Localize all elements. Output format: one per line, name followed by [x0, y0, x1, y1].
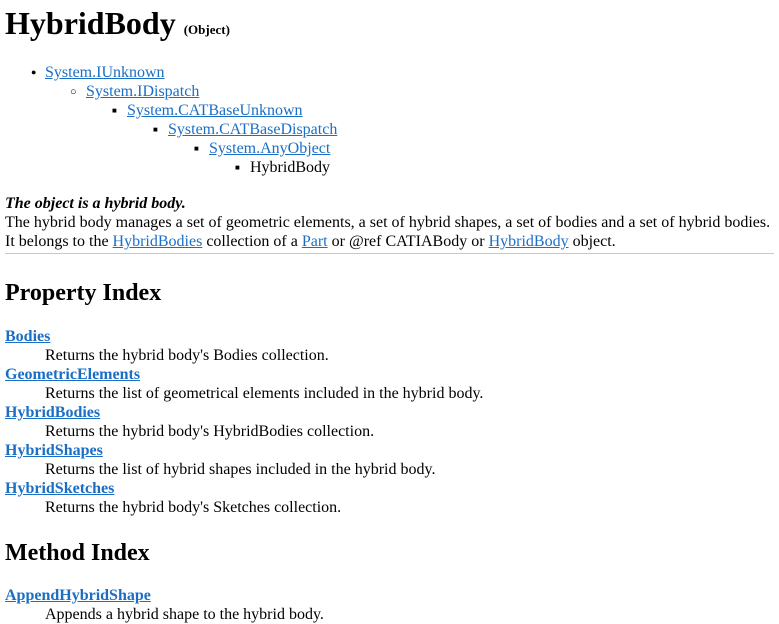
tree-current-item: HybridBody — [250, 159, 330, 176]
tree-item — [5, 82, 774, 101]
section-divider — [5, 253, 774, 254]
property-description: Returns the list of hybrid shapes included in the hybrid body. — [45, 461, 436, 478]
square-bullet-icon — [194, 139, 199, 160]
description-line-1: The hybrid body manages a set of geometric elements, a set of hybrid shapes, a set of bodies and a set of hybrid bodies. — [5, 214, 771, 231]
tree-item — [5, 63, 774, 82]
tree-link-catbaseunknown[interactable]: System.CATBaseUnknown — [127, 102, 303, 119]
description-text: or @ref CATIABody or — [327, 233, 489, 250]
disc-bullet-icon — [31, 63, 36, 84]
object-description — [5, 194, 774, 251]
property-list — [5, 327, 774, 517]
property-item — [5, 441, 774, 460]
property-description: Returns the hybrid body's Sketches collection. — [45, 499, 342, 516]
description-heading: The object is a hybrid body. — [5, 195, 186, 212]
description-line-2 — [5, 232, 774, 251]
description-text: object. — [568, 233, 616, 250]
property-index-heading: Property Index — [5, 280, 162, 306]
tree-item — [5, 101, 774, 120]
title-subtitle: (Object) — [183, 22, 230, 37]
property-description: Returns the list of geometrical elements included in the hybrid body. — [45, 385, 484, 402]
tree-link-anyobject[interactable]: System.AnyObject — [209, 140, 331, 157]
circle-bullet-icon — [70, 82, 77, 103]
description-text: collection of a — [202, 233, 302, 250]
hybridbodies-link[interactable]: HybridBodies — [112, 233, 203, 250]
tree-link-catbasedispatch[interactable]: System.CATBaseDispatch — [168, 121, 338, 138]
method-index-heading: Method Index — [5, 540, 150, 566]
property-link-geometricelements[interactable]: GeometricElements — [5, 366, 141, 383]
square-bullet-icon — [153, 120, 158, 141]
square-bullet-icon — [235, 158, 240, 179]
method-list — [5, 586, 774, 624]
property-description: Returns the hybrid body's Bodies collection. — [45, 347, 329, 364]
property-item — [5, 403, 774, 422]
description-text: It belongs to the — [5, 233, 113, 250]
property-item — [5, 365, 774, 384]
inheritance-tree — [5, 63, 774, 177]
tree-item — [5, 158, 774, 177]
part-link[interactable]: Part — [301, 233, 328, 250]
tree-link-idispatch[interactable]: System.IDispatch — [86, 83, 200, 100]
hybridbody-link[interactable]: HybridBody — [488, 233, 569, 250]
property-item — [5, 327, 774, 346]
tree-item — [5, 139, 774, 158]
method-link-appendhybridshape[interactable]: AppendHybridShape — [5, 587, 151, 604]
property-link-hybridshapes[interactable]: HybridShapes — [5, 442, 103, 459]
method-description: Appends a hybrid shape to the hybrid body. — [45, 606, 324, 623]
property-item — [5, 479, 774, 498]
square-bullet-icon — [112, 101, 117, 122]
property-link-hybridsketches[interactable]: HybridSketches — [5, 480, 115, 497]
tree-link-iunknown[interactable]: System.IUnknown — [45, 64, 165, 81]
method-item — [5, 586, 774, 605]
property-description: Returns the hybrid body's HybridBodies collection. — [45, 423, 375, 440]
page-title — [5, 0, 774, 49]
title-text: HybridBody — [5, 5, 176, 41]
property-link-hybridbodies[interactable]: HybridBodies — [5, 404, 101, 421]
property-link-bodies[interactable]: Bodies — [5, 328, 51, 345]
tree-item — [5, 120, 774, 139]
